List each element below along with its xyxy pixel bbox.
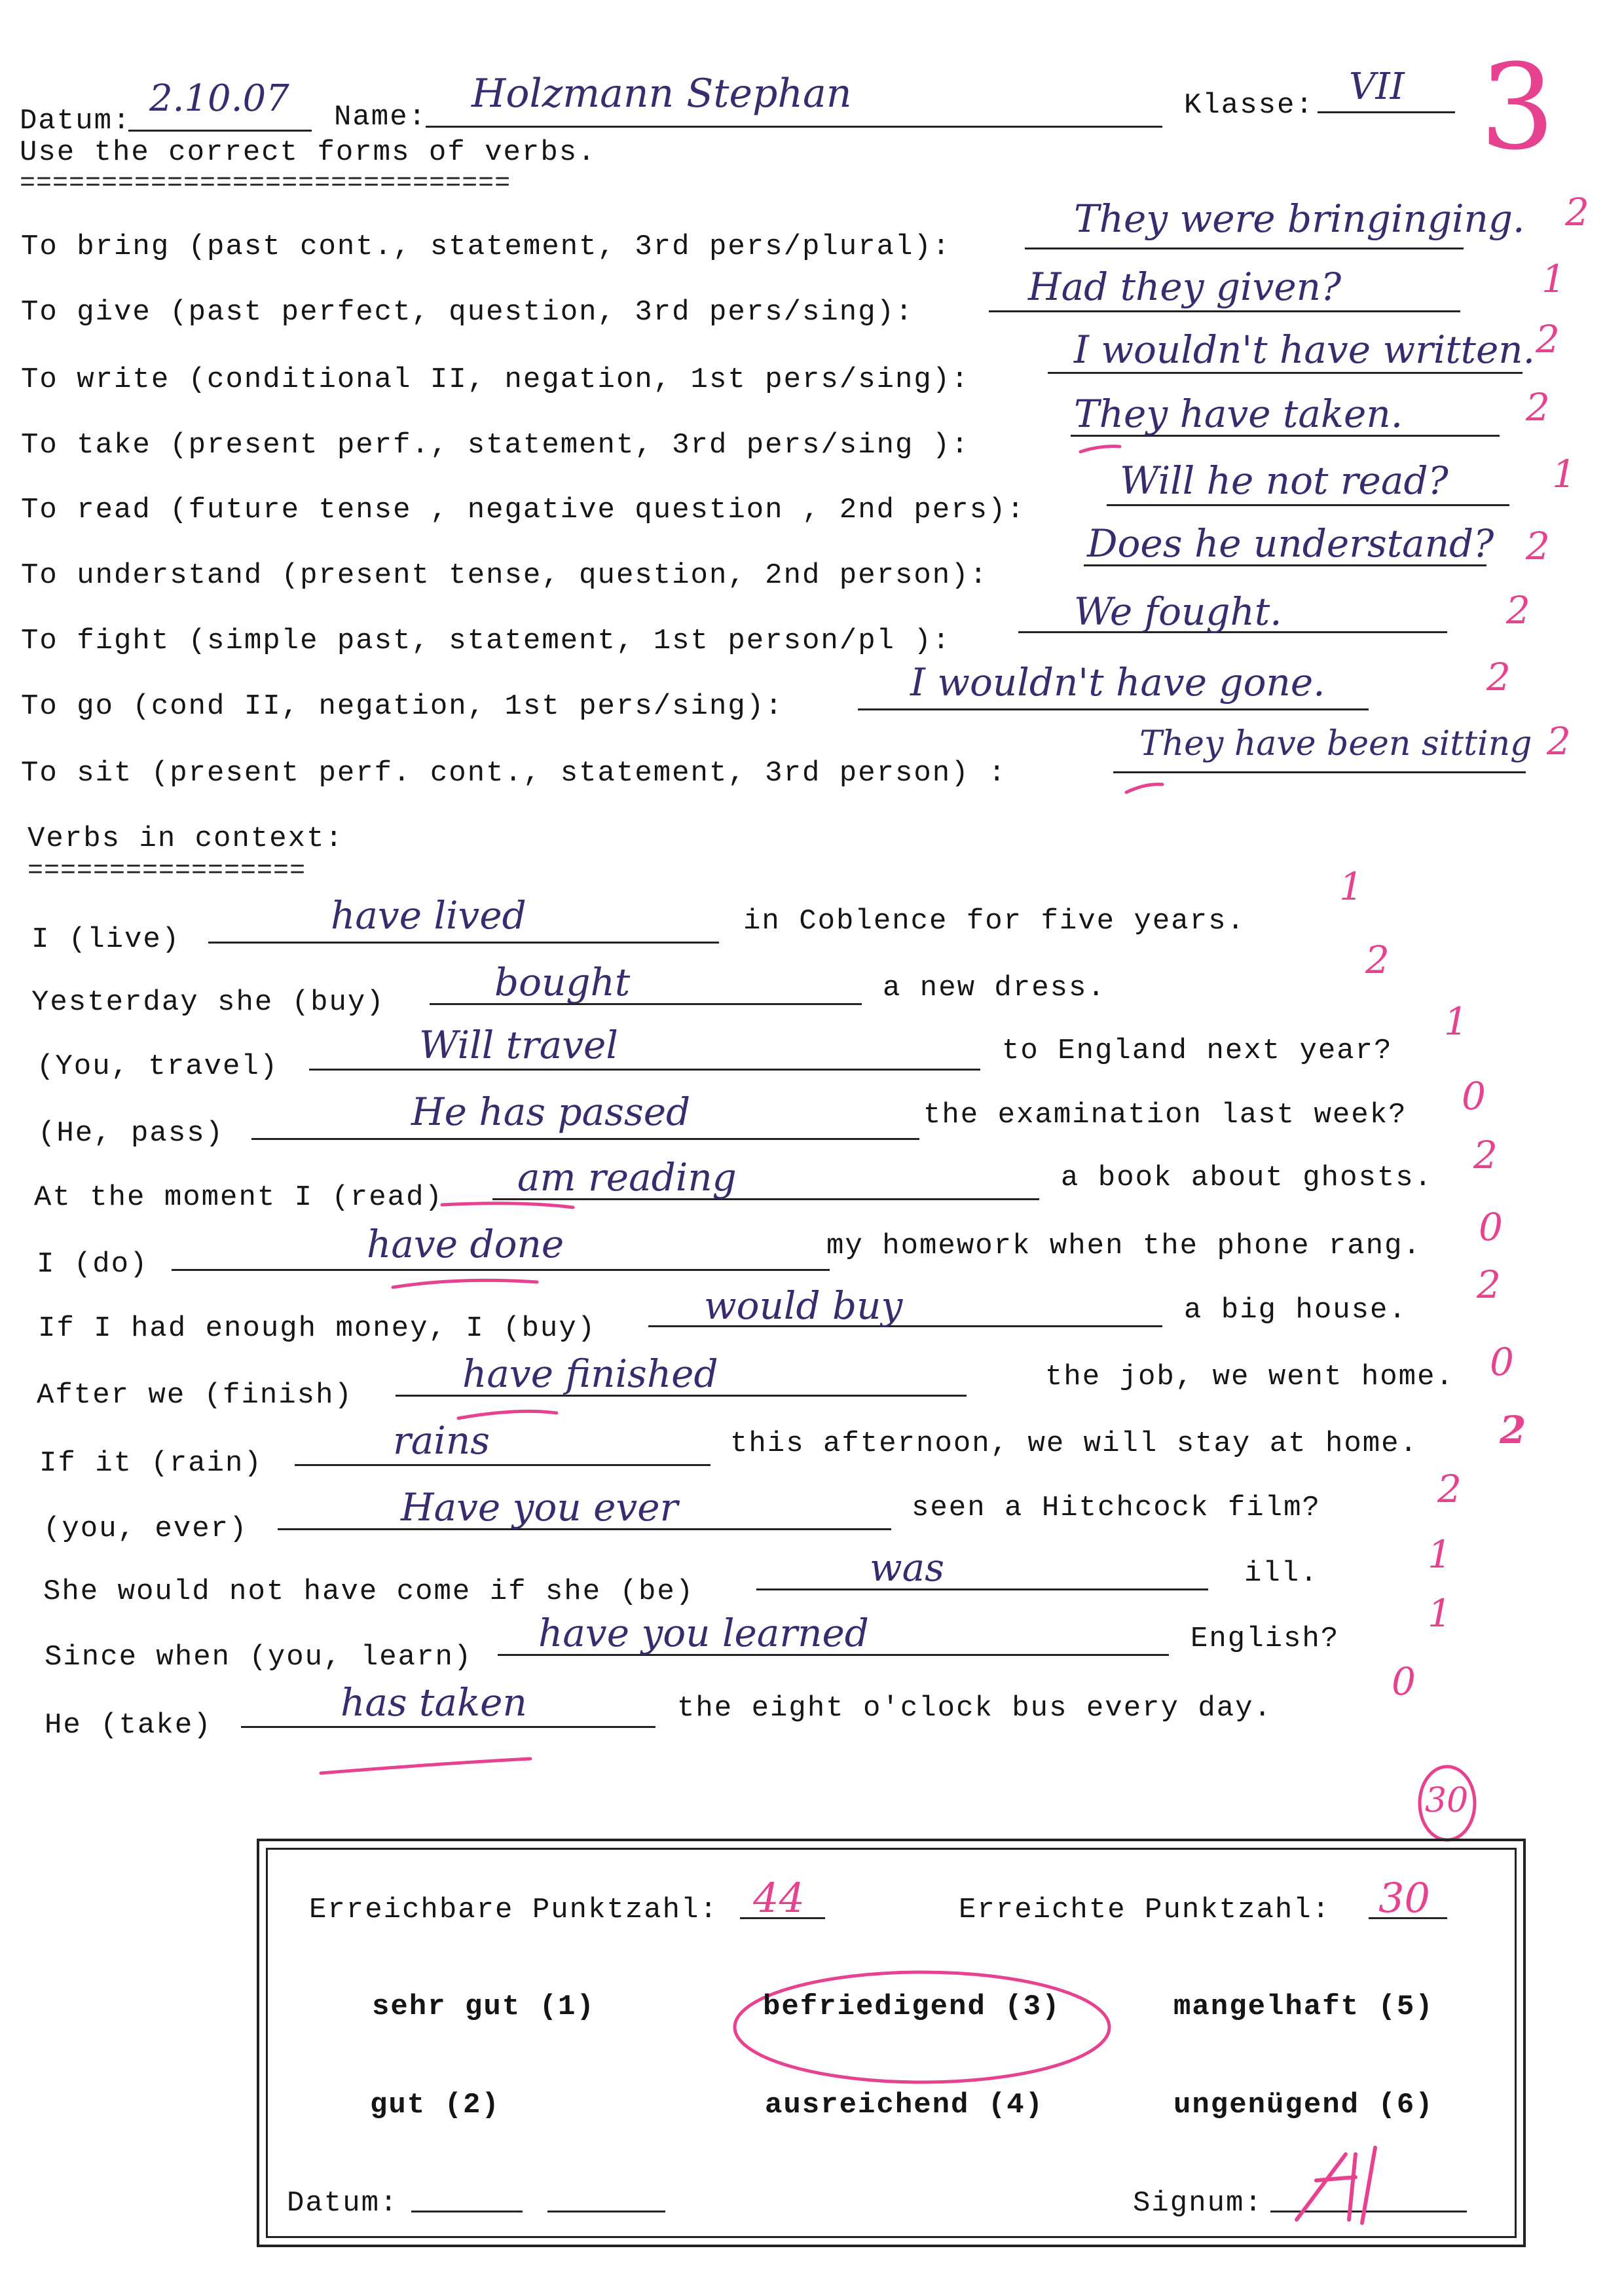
correction-underline	[1080, 447, 1120, 452]
part1-score: 2	[1526, 385, 1550, 430]
part2-after: English?	[1190, 1623, 1340, 1655]
part2-answer: Will travel	[419, 1023, 618, 1067]
reachable-value: 44	[753, 1874, 805, 1922]
part2-score: 0	[1462, 1074, 1486, 1118]
signum-label: Signum:	[1133, 2187, 1263, 2220]
part1-answer: Had they given?	[1028, 265, 1342, 309]
part2-answer: am reading	[517, 1155, 737, 1200]
part1-prompt: To give (past perfect, question, 3rd pers/sing):	[21, 296, 914, 329]
part2-answer: have lived	[331, 893, 526, 938]
part1-score: 1	[1541, 257, 1566, 301]
part1-prompt: To sit (present perf. cont., statement, 3rd person) :	[21, 757, 1007, 790]
separator-1: ==============================	[20, 169, 511, 198]
part1-score: 2	[1506, 588, 1530, 633]
part2-after: this afternoon, we will stay at home.	[730, 1427, 1418, 1460]
correction-underline	[442, 1203, 573, 1207]
part1-answer: They have been sitting	[1139, 724, 1532, 763]
part1-answer: They have taken.	[1074, 392, 1403, 436]
part1-prompt: To understand (present tense, question, 2nd person):	[21, 559, 989, 592]
grade-ausreichend: ausreichend (4)	[765, 2089, 1044, 2121]
part2-before: I (live)	[31, 923, 181, 956]
grade-mangelhaft: mangelhaft (5)	[1173, 1991, 1434, 2023]
part2-score: 1	[1339, 864, 1363, 909]
reached-label: Erreichte Punktzahl:	[959, 1894, 1331, 1926]
part1-score: 2	[1565, 190, 1589, 234]
part2-before: I (do)	[37, 1248, 149, 1281]
part2-score: 1	[1428, 1591, 1452, 1636]
instruction: Use the correct forms of verbs.	[20, 136, 597, 169]
part2-answer: have done	[367, 1222, 564, 1266]
box-datum-month-line	[547, 2211, 665, 2212]
part2-score: 2	[1473, 1133, 1498, 1177]
part1-prompt: To read (future tense , negative question , 2nd pers):	[21, 494, 1025, 526]
klasse-value: VII	[1349, 65, 1405, 108]
correction-underline	[458, 1411, 557, 1418]
part2-score: 0	[1490, 1340, 1514, 1384]
part2-after: a big house.	[1184, 1294, 1407, 1327]
part2-after: the job, we went home.	[1045, 1361, 1454, 1393]
part1-answer: Does he understand?	[1087, 521, 1494, 566]
part2-before: Since when (you, learn)	[45, 1641, 473, 1674]
part1-answer: We fought.	[1074, 589, 1282, 634]
reachable-label: Erreichbare Punktzahl:	[309, 1894, 718, 1926]
separator-2: =================	[28, 856, 306, 886]
part1-prompt: To go (cond II, negation, 1st pers/sing):	[21, 690, 784, 723]
part2-before: If it (rain)	[39, 1447, 263, 1480]
part2-before: After we (finish)	[37, 1379, 353, 1412]
grade-gut: gut (2)	[370, 2089, 500, 2121]
part2-after: the examination last week?	[923, 1099, 1407, 1131]
part1-score: 2	[1486, 655, 1511, 699]
part2-answer: have finished	[462, 1351, 718, 1396]
part2-before: At the moment I (read)	[34, 1181, 443, 1214]
box-datum-day-line	[411, 2211, 523, 2212]
part1-prompt: To bring (past cont., statement, 3rd pers/plural):	[21, 230, 951, 263]
grade-sehr-gut: sehr gut (1)	[372, 1991, 595, 2023]
part2-answer: He has passed	[411, 1090, 691, 1134]
part1-score: 2	[1547, 719, 1571, 763]
part2-answer: have you learned	[538, 1611, 869, 1655]
part1-prompt: To take (present perf., statement, 3rd pers/sing ):	[21, 429, 970, 462]
signature-mark	[1283, 2141, 1401, 2226]
part2-score: 2	[1500, 1408, 1526, 1452]
grade-befriedigend: befriedigend (3)	[763, 1991, 1061, 2023]
part2-after: ill.	[1244, 1557, 1319, 1590]
total-mark: 3	[1480, 39, 1555, 176]
correction-underline	[393, 1280, 537, 1287]
grade-ungenuegend: ungenügend (6)	[1173, 2089, 1434, 2121]
part2-after: seen a Hitchcock film?	[912, 1492, 1321, 1524]
klasse-label: Klasse:	[1184, 89, 1314, 122]
part1-prompt: To fight (simple past, statement, 1st person/pl ):	[21, 625, 951, 657]
part1-answer: I wouldn't have gone.	[910, 660, 1325, 705]
part2-answer: would buy	[704, 1283, 903, 1328]
part2-score: 2	[1365, 938, 1390, 982]
part1-answer: They were bringinging.	[1074, 196, 1525, 241]
part2-score: 2	[1437, 1467, 1462, 1511]
part2-score: 0	[1479, 1205, 1503, 1249]
part2-answer: bought	[494, 960, 631, 1004]
reached-value: 30	[1378, 1874, 1430, 1922]
part2-after: a new dress.	[883, 972, 1106, 1004]
part2-after: to England next year?	[1002, 1035, 1393, 1067]
part1-prompt: To write (conditional II, negation, 1st pers/sing):	[21, 363, 970, 396]
part2-score: 1	[1444, 999, 1468, 1044]
part2-before: (He, pass)	[38, 1117, 225, 1150]
part1-score: 2	[1536, 317, 1560, 361]
part1-answer: Will he not read?	[1120, 458, 1449, 503]
datum-label: Datum:	[20, 105, 132, 138]
circled-total: 30	[1425, 1781, 1469, 1820]
part2-answer: rains	[393, 1418, 490, 1463]
part2-score: 2	[1477, 1262, 1501, 1307]
part2-answer: was	[870, 1545, 944, 1590]
part2-score: 0	[1392, 1659, 1416, 1704]
part2-before: Yesterday she (buy)	[31, 986, 385, 1019]
name-value: Holzmann Stephan	[471, 71, 852, 117]
part2-before: (You, travel)	[37, 1050, 279, 1083]
part2-before: He (take)	[45, 1709, 212, 1742]
part2-after: in Coblence for five years.	[743, 905, 1246, 938]
part2-title: Verbs in context:	[28, 822, 344, 855]
part1-score: 1	[1552, 452, 1576, 496]
part2-after: a book about ghosts.	[1061, 1162, 1433, 1194]
correction-underline	[321, 1759, 530, 1773]
correction-underline	[1126, 784, 1162, 792]
part2-after: the eight o'clock bus every day.	[677, 1692, 1272, 1725]
part2-before: If I had enough money, I (buy)	[38, 1312, 597, 1345]
part2-answer: has taken	[341, 1680, 527, 1725]
part2-score: 1	[1428, 1532, 1452, 1577]
part1-score: 2	[1526, 524, 1550, 568]
part2-after: my homework when the phone rang.	[826, 1230, 1422, 1262]
datum-value: 2.10.07	[149, 77, 289, 120]
name-label: Name:	[334, 101, 428, 134]
part2-before: (you, ever)	[43, 1513, 248, 1545]
part1-answer: I wouldn't have written.	[1074, 327, 1536, 372]
box-datum-label: Datum:	[287, 2187, 399, 2220]
part2-answer: Have you ever	[401, 1485, 678, 1530]
part2-before: She would not have come if she (be)	[43, 1575, 695, 1608]
